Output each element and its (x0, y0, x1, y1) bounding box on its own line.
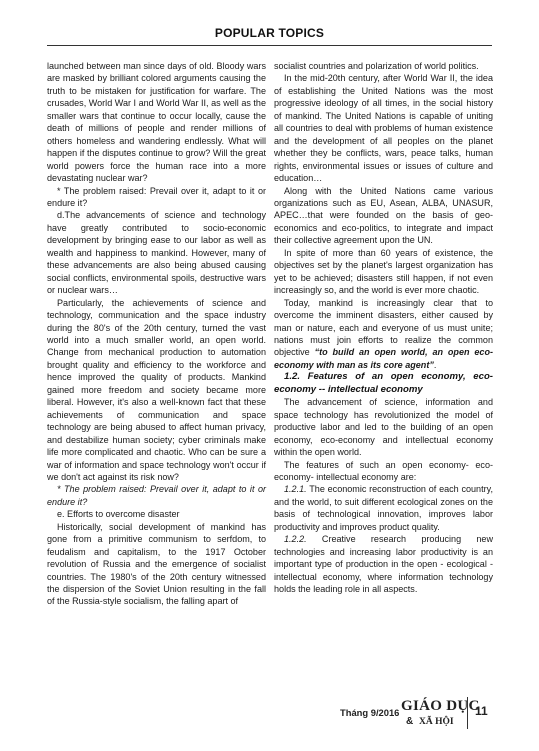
left-column (47, 60, 266, 608)
section-heading: 1.2. Features of an open economy, eco-economy -- intellectual economy (274, 371, 493, 395)
paragraph: Historically, social development of mankind has gone from a primitive communism to serfdom, to feudalism and capitalism, to the 1917 October revolution of Russia and the emergence of socialist countries. The 1980's of the 20th century witnessed the dispersion of the Soviet Union resulting in the fall of the Russia-style socialism, the falling apart of (47, 521, 266, 607)
page-footer (340, 697, 500, 731)
paragraph: The features of such an open economy- eco-economy- intellectual economy are: (274, 459, 493, 482)
page-number: 11 (475, 704, 488, 718)
paragraph: d.The advancements of science and technology have greatly contributed to socio-economic development by bringing ease to our labor as well as wealth and happiness to mankind. However, many of these advancements are also being abused causing social conflicts, environmental spoils, destructive wars or nuclear wars… (47, 210, 266, 296)
paragraph: Along with the United Nations came various organizations such as EU, Asean, ALBA, UNASUR, APEC…that were founded on the basis of geo-economics and eco-politics, to integrate and impact their collective agreement upon the UN. (274, 185, 493, 246)
paragraph: Particularly, the achievements of science and technology, communication and the space industry during the 80's of the 20th century, turned the vast world into a much smaller world, an open world. Change from mechanical production to automation brought quality and efficiency to the workforce and hence improved the quality of products. Mankind gained more freedom and society became more liberal. However, it's also a well-known fact that these achievements of communication and space technology are being abused to affect human privacy, and destabilize human society; cyber criminals make life more complicated and chaotic. Who can be sure a war of information and space technology won't occur if we don't act against its risk now? (47, 297, 266, 482)
right-column (274, 60, 493, 595)
paragraph-end: . (433, 359, 437, 370)
subsection-heading: e. Efforts to overcome disaster (57, 509, 180, 520)
item-text: Creative research producing new technologies and increasing labor productivity is an important type of production in the open - ecological - intellectual economy, where information technology holds the leading role in all aspects. (274, 534, 493, 595)
numbered-paragraph (274, 483, 493, 533)
numbered-paragraph (274, 533, 493, 595)
paragraph: The advancement of science, information and space technology has revolutionized the model of productive labor and led to the building of an open economy, eco-economy and intellectual economy within the open world. (274, 397, 493, 458)
paragraph: socialist countries and polarization of world politics. (274, 61, 479, 71)
problem-raised: * The problem raised: Prevail over it, adapt to it or endure it? (47, 484, 266, 507)
paragraph: launched between man since days of old. Bloody wars are masked by brilliant colored arguments causing the truth to be mistaken for justification for warfare. The crusades, World War I and World War II, as well as the smaller wars that continue to occur locally, cause the death of millions of people and render millions of others homeless and wandering endlessly. What will happen if the disputes continue to grow? Will the great world powers force the human race into a more devastating nuclear war? (47, 61, 266, 184)
emphasized-objective: “to build an open world, an open eco-economy with man as its core agent” (274, 347, 493, 370)
magazine-logo-title: GIÁO DỤC (401, 698, 480, 714)
header-divider (47, 45, 492, 46)
item-text: The economic reconstruction of each country, and the world, to suit different ecological zones on the basis of technological innovation, improves labor productivity and improves product quality. (274, 484, 493, 532)
magazine-logo-subtitle: XÃ HỘI (419, 717, 454, 727)
paragraph: In the mid-20th century, after World War II, the idea of establishing the United Nations was the most progressive ideology of all times, in the social history of mankind. The United Nations is capable of uniting all countries to deal with problems of human existence and the development of all peoples on the planet whether they be conflicts, wars, peace talks, human rights, environmental issues or issues of culture and education… (274, 73, 493, 184)
section-title: POPULAR TOPICS (214, 26, 325, 40)
paragraph: In spite of more than 60 years of existence, the objectives set by the planet's largest organization has yet to be achieved; disasters still happen, if not even increasingly so, and the world is ever more chaotic. (274, 247, 493, 296)
footer-divider (467, 697, 468, 729)
item-number: 1.2.1. (284, 484, 307, 495)
item-number: 1.2.2. (284, 534, 307, 545)
issue-date: Tháng 9/2016 (340, 707, 400, 718)
paragraph (274, 297, 493, 372)
magazine-logo-ampersand: & (406, 716, 414, 727)
problem-raised: * The problem raised: Prevail over it, adapt to it or endure it? (47, 185, 266, 208)
paragraph-text: Today, mankind is increasingly clear that to overcome the imminent disasters, either caused by man or nature, each and everyone of us must unite; nations must join efforts to realize the common objective (274, 297, 493, 358)
